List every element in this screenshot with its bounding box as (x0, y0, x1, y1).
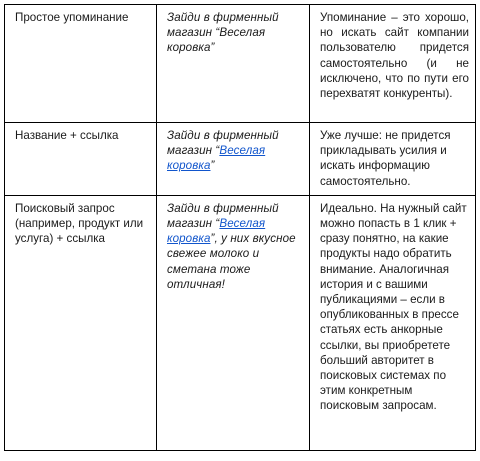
mention-type-cell (5, 195, 157, 450)
table-row (5, 195, 476, 450)
comment-cell (310, 5, 476, 123)
comment-text: Упоминание – это хорошо, но искать сайт компании пользователю придется самостоятельно (и не исключено, что по пути его перехватят конкуренты). (320, 11, 469, 101)
example-link[interactable]: Веселая коровка (167, 217, 266, 246)
comment-text: Идеально. На нужный сайт можно попасть в 1 клик + сразу понятно, на какие продукты надо обратить внимание. Аналогичная история и с вашими публикациями – если в опубликованных в прессе статьях есть анкорные ссылки, вы приобретете больший авторитет в поисковых системах по этим конкретным поисковым запросам. (320, 201, 467, 413)
example-cell (157, 195, 310, 450)
comment-cell (310, 195, 476, 450)
example-text: Зайди в фирменный магазин “Веселая коровка” (167, 11, 279, 55)
comment-text: Уже лучше: не придется прикладывать усилия и искать информацию самостоятельно. (320, 129, 451, 188)
example-text-after: ” (210, 159, 215, 173)
table-row (5, 5, 476, 123)
mention-type-cell (5, 5, 157, 123)
example-cell (157, 123, 310, 196)
example-link[interactable]: Веселая коровка (167, 144, 266, 173)
table-row (5, 123, 476, 196)
example-cell (157, 5, 310, 123)
mention-type-text: Поисковый запрос (например, продукт или услуга) + ссылка (15, 201, 144, 246)
mention-types-table (4, 4, 476, 451)
mention-type-text: Название + ссылка (15, 129, 119, 142)
example-text: Зайди в фирменный магазин “ (167, 201, 279, 231)
comment-cell (310, 123, 476, 196)
example-text: Зайди в фирменный магазин “ (167, 129, 279, 158)
mention-type-text: Простое упоминание (15, 11, 129, 24)
example-text-after: ”, у них вкусное свежее молоко и сметана тоже отличная! (167, 232, 296, 291)
mention-type-cell (5, 123, 157, 196)
